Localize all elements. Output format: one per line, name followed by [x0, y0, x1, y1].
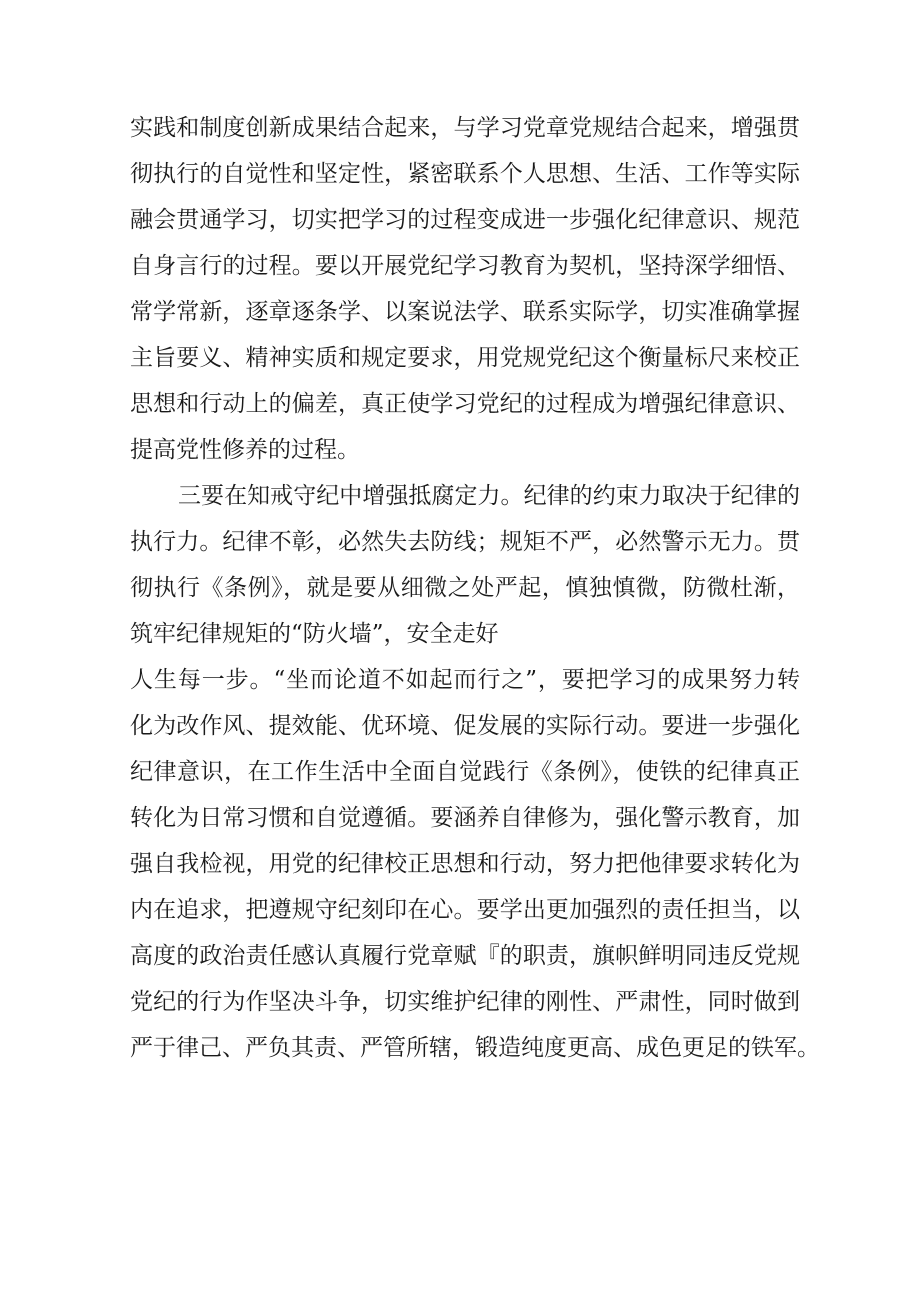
paragraph-1-line-1: 实践和制度创新成果结合起来，与学习党章党规结合起来，增强贯	[130, 115, 800, 141]
paragraph-3-line-7: 高度的政治责任感认真履行党章赋『的职责，旗帜鲜明同违反党规	[130, 943, 800, 969]
paragraph-3-line-8: 党纪的行为作坚决斗争，切实维护纪律的刚性、严肃性，同时做到	[130, 989, 800, 1015]
paragraph-3-line-3: 纪律意识，在工作生活中全面自觉践行《条例》，使铁的纪律真正	[130, 759, 800, 785]
paragraph-3-line-2: 化为改作风、提效能、优环境、促发展的实际行动。要进一步强化	[130, 713, 800, 739]
paragraph-3-line-1: 人生每一步。“坐而论道不如起而行之”，要把学习的成果努力转	[130, 667, 800, 693]
paragraph-3-line-4: 转化为日常习惯和自觉遵循。要涵养自律修为，强化警示教育，加	[130, 805, 800, 831]
paragraph-1-line-3: 融会贯通学习，切实把学习的过程变成进一步强化纪律意识、规范	[130, 207, 800, 233]
paragraph-3-line-6: 内在追求，把遵规守纪刻印在心。要学出更加强烈的责任担当，以	[130, 897, 800, 923]
paragraph-2-line-3: 彻执行《条例》，就是要从细微之处严起，慎独慎微，防微杜渐，	[130, 575, 800, 601]
paragraph-1-line-7: 思想和行动上的偏差，真正使学习党纪的过程成为增强纪律意识、	[130, 391, 800, 417]
paragraph-1-line-2: 彻执行的自觉性和坚定性，紧密联系个人思想、生活、工作等实际	[130, 161, 800, 187]
paragraph-1-line-6: 主旨要义、精神实质和规定要求，用党规党纪这个衡量标尺来校正	[130, 345, 800, 371]
paragraph-3-line-9: 严于律己、严负其责、严管所辖，锻造纯度更高、成色更足的铁军。	[130, 1035, 820, 1061]
paragraph-3-line-5: 强自我检视，用党的纪律校正思想和行动，努力把他律要求转化为	[130, 851, 800, 877]
paragraph-2-line-2: 执行力。纪律不彰，必然失去防线；规矩不严，必然警示无力。贯	[130, 529, 800, 555]
paragraph-1-line-4: 自身言行的过程。要以开展党纪学习教育为契机，坚持深学细悟、	[130, 253, 800, 279]
paragraph-2-line-1: 三要在知戒守纪中增强抵腐定力。纪律的约束力取决于纪律的	[178, 483, 800, 509]
paragraph-1-line-8: 提高党性修养的过程。	[130, 437, 360, 463]
paragraph-2-line-4: 筑牢纪律规矩的“防火墙”，安全走好	[130, 621, 499, 647]
paragraph-1-line-5: 常学常新，逐章逐条学、以案说法学、联系实际学，切实准确掌握	[130, 299, 800, 325]
